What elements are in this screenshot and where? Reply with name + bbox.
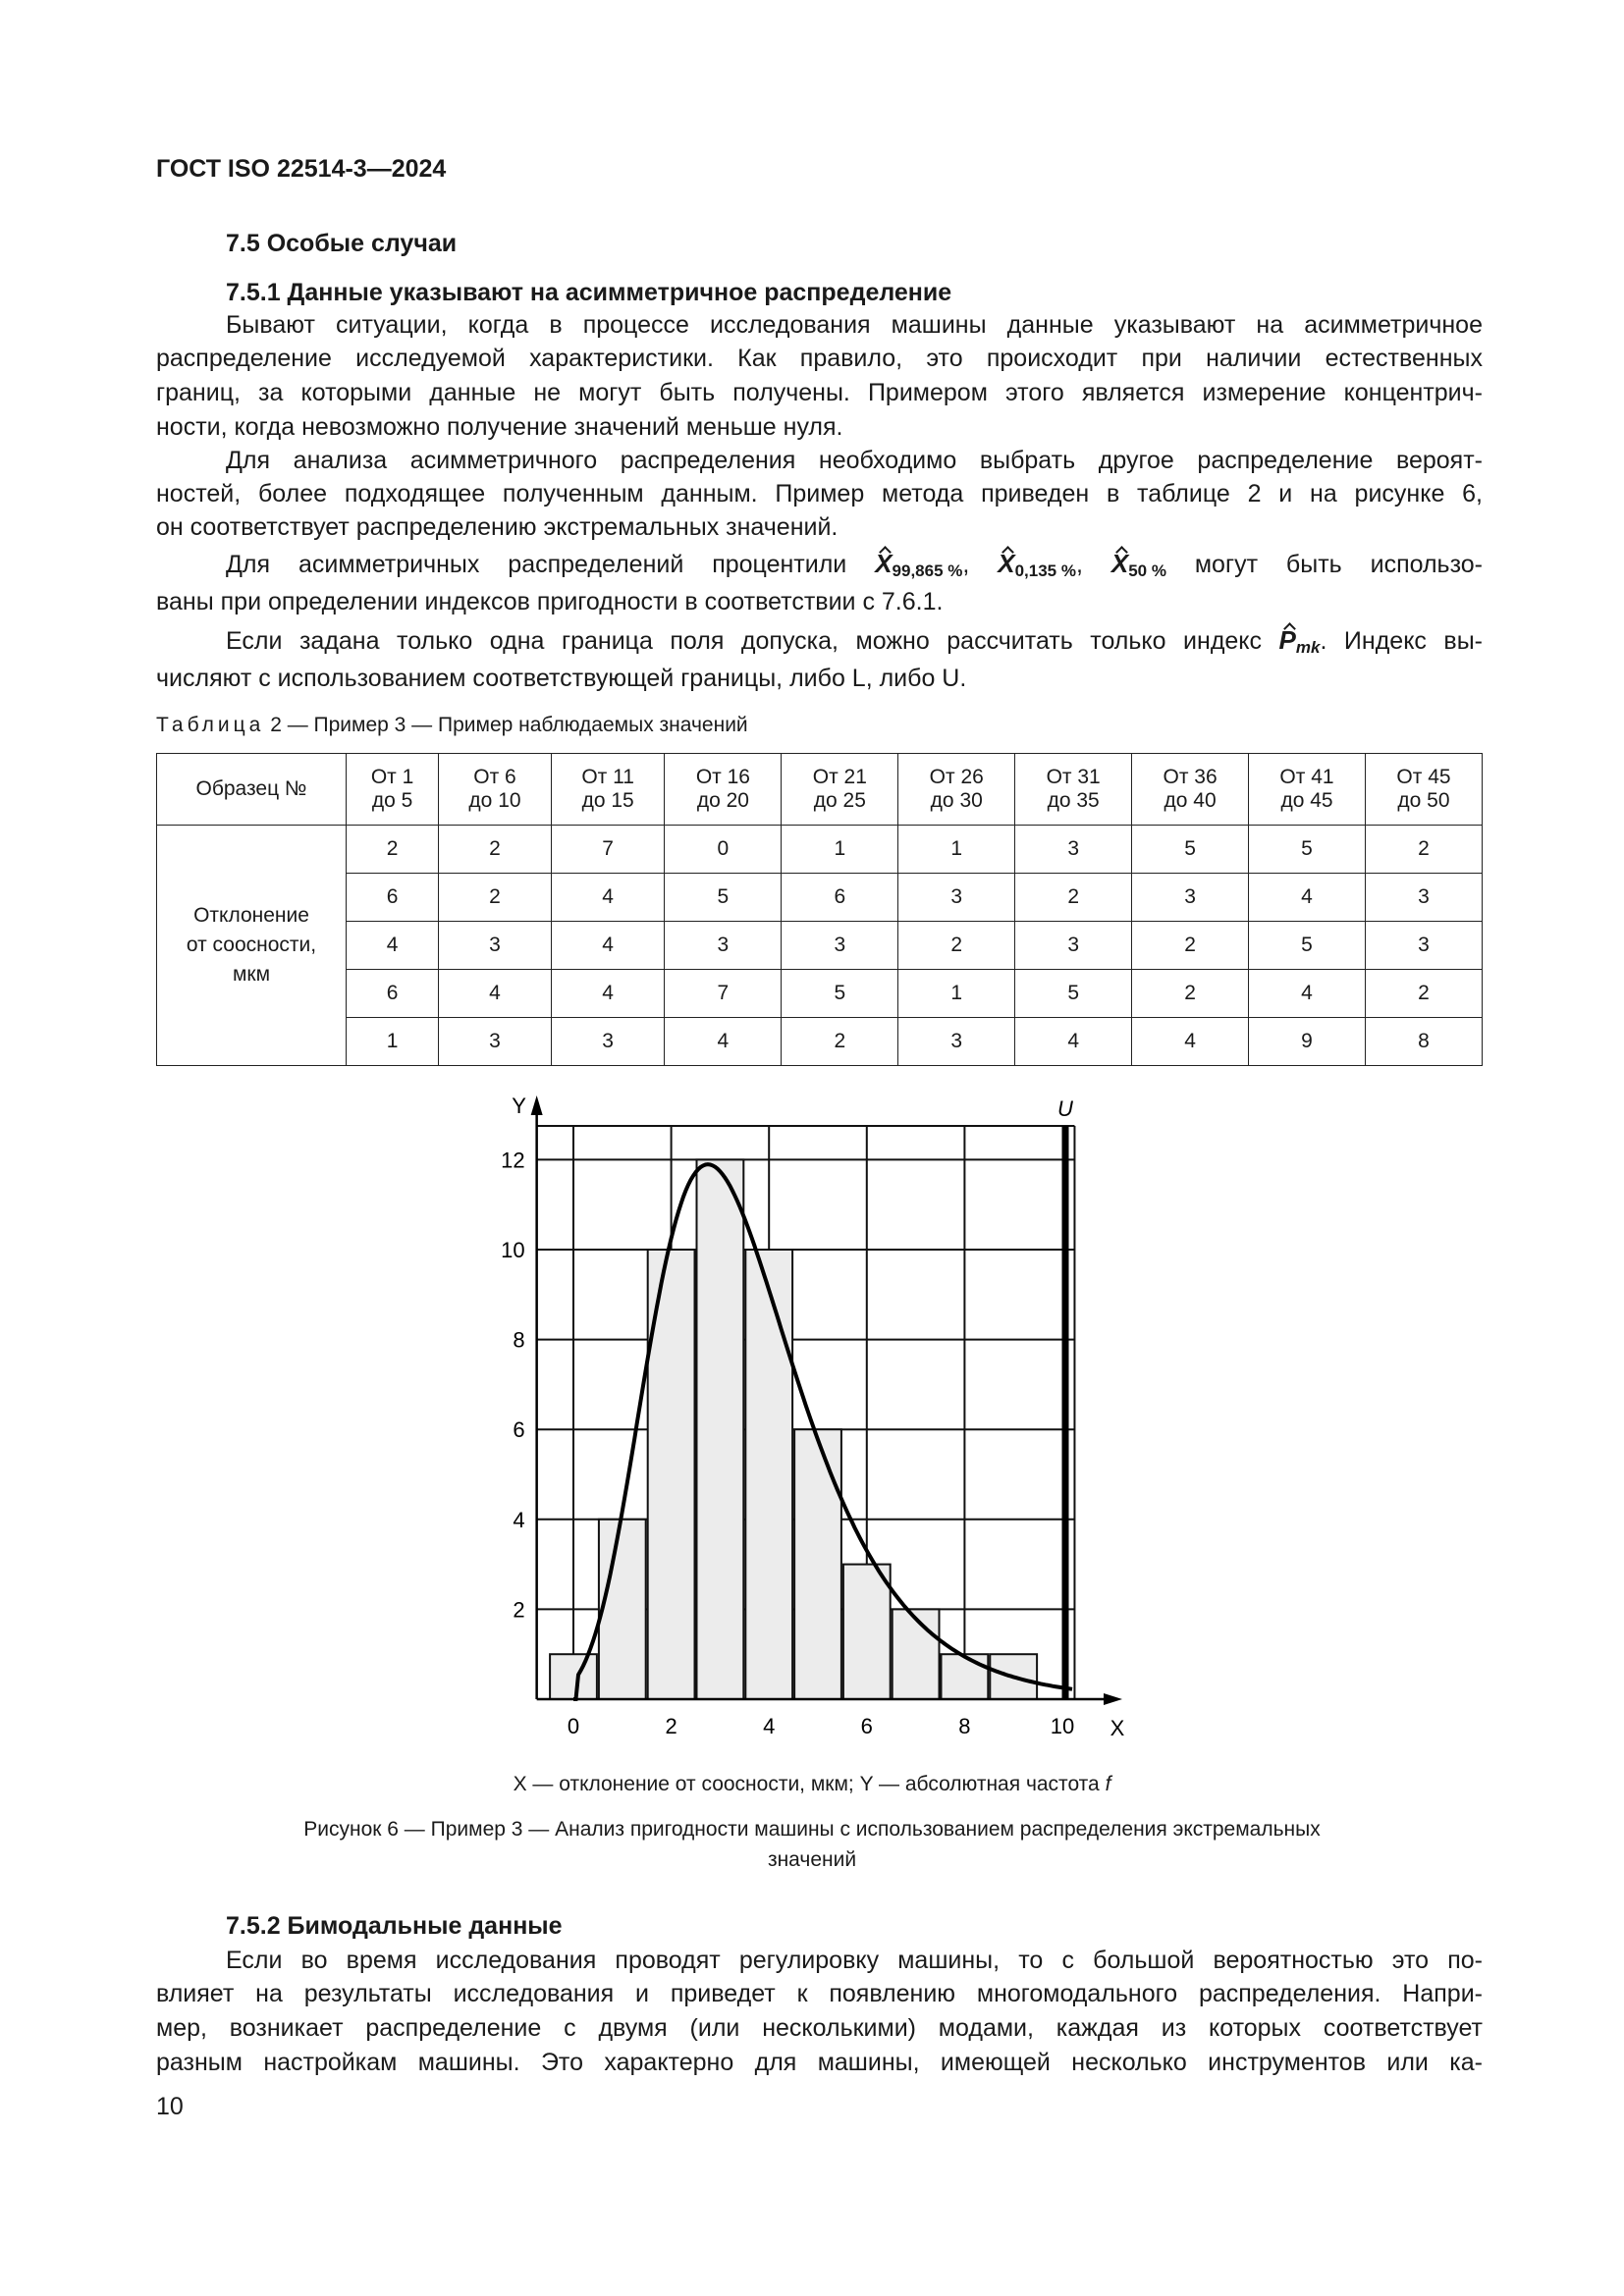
x-axis-arrow-icon (1104, 1693, 1122, 1705)
text-line: ваны при определении индексов пригодности в соответствии с 7.6.1. (156, 588, 944, 615)
table-cell: 7 (665, 970, 782, 1018)
figure-caption-line: Рисунок 6 — Пример 3 — Анализ пригодности машины с использованием распределения экстремальных (303, 1818, 1321, 1841)
header-cell: Образец № (157, 754, 347, 826)
table-cell: 2 (1132, 922, 1249, 970)
chart-legend: X — отклонение от соосности, мкм; Y — абсолютная частота f (513, 1773, 1111, 1795)
table-cell: 9 (1249, 1018, 1366, 1066)
header-cell: От 6 до 10 (439, 754, 552, 826)
table-cell: 3 (439, 1018, 552, 1066)
table-cell: 7 (551, 826, 665, 874)
histogram-bar (794, 1429, 841, 1699)
table-cell: 5 (1132, 826, 1249, 874)
table-cell: 3 (1365, 874, 1482, 922)
x-tick-label: 10 (1050, 1714, 1075, 1738)
table-cell: 3 (1015, 922, 1132, 970)
x-axis-label: X (1110, 1716, 1125, 1740)
text-line: ностей, более подходящее полученным данным. Пример метода приведен в таблице 2 и на рисунке 6, (156, 480, 1483, 507)
table-cell: 3 (439, 922, 552, 970)
table-cell: 4 (439, 970, 552, 1018)
table-cell: 3 (1015, 826, 1132, 874)
table-cell: 6 (782, 874, 898, 922)
header-cell: От 41 до 45 (1249, 754, 1366, 826)
table-cell: 6 (347, 970, 439, 1018)
percentile-formula: $X_{99,865 \%}$, $X_{0,135 \%}$, $X_{50 \%}$ (875, 551, 1166, 578)
text-line: разным настройкам машины. Это характерно для машины, имеющей несколько инструментов или ка- (156, 2049, 1483, 2076)
y-tick-label: 4 (513, 1507, 525, 1532)
header-cell: От 11 до 15 (551, 754, 665, 826)
histogram-bar (550, 1654, 597, 1699)
section-heading-7-5-1: 7.5.1 Данные указывают на асимметричное распределение (226, 279, 952, 306)
y-tick-label: 12 (501, 1148, 525, 1173)
text-line: распределение исследуемой характеристики. Как правило, это происходит при наличии естественных (156, 345, 1483, 372)
text: Для асимметричных распределений процентили (226, 551, 847, 578)
text-line: влияет на результаты исследования и приведет к появлению многомодального распределения. Напри- (156, 1980, 1483, 2007)
y-tick-label: 2 (513, 1597, 525, 1623)
table-cell: 2 (439, 826, 552, 874)
table-cell: 6 (347, 874, 439, 922)
table-cell: 3 (665, 922, 782, 970)
text-line: числяют с использованием соответствующей границы, либо L, либо U. (156, 665, 967, 692)
table-cell: 4 (551, 922, 665, 970)
header-cell: От 1 до 5 (347, 754, 439, 826)
table-caption: Таблица 2 — Пример 3 — Пример наблюдаемых значений (156, 714, 748, 736)
table-cell: 4 (1249, 874, 1366, 922)
table-cell: 2 (782, 1018, 898, 1066)
table-cell: 4 (551, 970, 665, 1018)
table-cell: 0 (665, 826, 782, 874)
text: могут быть использо- (1194, 551, 1483, 578)
table-cell: 2 (1365, 826, 1482, 874)
table-cell: 1 (347, 1018, 439, 1066)
table-cell: 4 (665, 1018, 782, 1066)
histogram-bar (942, 1654, 989, 1699)
table-cell: 2 (439, 874, 552, 922)
table-cell: 3 (551, 1018, 665, 1066)
header-cell: От 31 до 35 (1015, 754, 1132, 826)
y-axis-label: Y (512, 1094, 526, 1118)
page-number: 10 (156, 2093, 184, 2120)
header-cell: От 36 до 40 (1132, 754, 1249, 826)
table-cell: 4 (347, 922, 439, 970)
table-cell: 4 (1132, 1018, 1249, 1066)
table-cell: 3 (782, 922, 898, 970)
text-line: границ, за которыми данные не могут быть получены. Примером этого является измерение концентрич- (156, 379, 1483, 406)
table-cell: 3 (1365, 922, 1482, 970)
table-cell: 2 (898, 922, 1015, 970)
table-cell: 3 (898, 874, 1015, 922)
table-cell: 5 (1249, 826, 1366, 874)
table-cell: 4 (1249, 970, 1366, 1018)
table-cell: 5 (782, 970, 898, 1018)
x-tick-label: 2 (665, 1714, 677, 1738)
table-cell: 5 (1249, 922, 1366, 970)
table-cell: 1 (782, 826, 898, 874)
upper-limit-label: U (1057, 1096, 1073, 1122)
text-line: он соответствует распределению экстремальных значений. (156, 513, 839, 541)
y-axis-arrow-icon (531, 1095, 543, 1115)
histogram-bar (893, 1609, 940, 1699)
x-tick-label: 0 (567, 1714, 580, 1738)
histogram-bar (745, 1250, 792, 1699)
text-line: Бывают ситуации, когда в процессе исследования машины данные указывают на асимметричное (226, 311, 1483, 339)
text-line: Если во время исследования проводят регулировку машины, то с большой вероятностью это по- (226, 1947, 1483, 1974)
header-cell: От 21 до 25 (782, 754, 898, 826)
header-cell: От 16 до 20 (665, 754, 782, 826)
row-label: Отклонение от соосности, мкм (157, 826, 347, 1066)
text: Если задана только одна граница поля допуска, можно рассчитать только индекс (226, 627, 1263, 655)
text-line: мер, возникает распределение с двумя (или несколькими) модами, каждая из которых соответствует (156, 2014, 1483, 2042)
y-tick-label: 8 (513, 1327, 525, 1353)
table-cell: 2 (347, 826, 439, 874)
document-header: ГОСТ ISO 22514-3—2024 (156, 155, 447, 183)
table-cell: 8 (1365, 1018, 1482, 1066)
table-cell: 3 (1132, 874, 1249, 922)
table-cell: 1 (898, 970, 1015, 1018)
x-tick-label: 4 (763, 1714, 776, 1738)
pmk-formula: $P_{mk}$. Индекс вы- (1279, 627, 1483, 655)
table-cell: 5 (1015, 970, 1132, 1018)
header-cell: От 26 до 30 (898, 754, 1015, 826)
text-line: ности, когда невозможно получение значений меньше нуля. (156, 413, 843, 441)
figure-caption-line: значений (767, 1848, 857, 1871)
header-cell: От 45 до 50 (1365, 754, 1482, 826)
table-cell: 4 (1015, 1018, 1132, 1066)
histogram-bar (843, 1565, 891, 1699)
table-cell: 2 (1365, 970, 1482, 1018)
table-cell: 2 (1015, 874, 1132, 922)
section-heading-7-5: 7.5 Особые случаи (226, 230, 458, 257)
y-tick-label: 6 (513, 1417, 525, 1443)
x-tick-label: 6 (860, 1714, 873, 1738)
histogram-bar (697, 1159, 744, 1699)
table-cell: 5 (665, 874, 782, 922)
histogram-bar (599, 1520, 646, 1699)
table-cell: 2 (1132, 970, 1249, 1018)
text-line: Для анализа асимметричного распределения необходимо выбрать другое распределение вероят- (226, 447, 1483, 474)
x-tick-label: 8 (958, 1714, 971, 1738)
table-cell: 1 (898, 826, 1015, 874)
section-heading-7-5-2: 7.5.2 Бимодальные данные (226, 1912, 563, 1940)
table-cell: 4 (551, 874, 665, 922)
table-cell: 3 (898, 1018, 1015, 1066)
y-tick-label: 10 (501, 1238, 525, 1262)
